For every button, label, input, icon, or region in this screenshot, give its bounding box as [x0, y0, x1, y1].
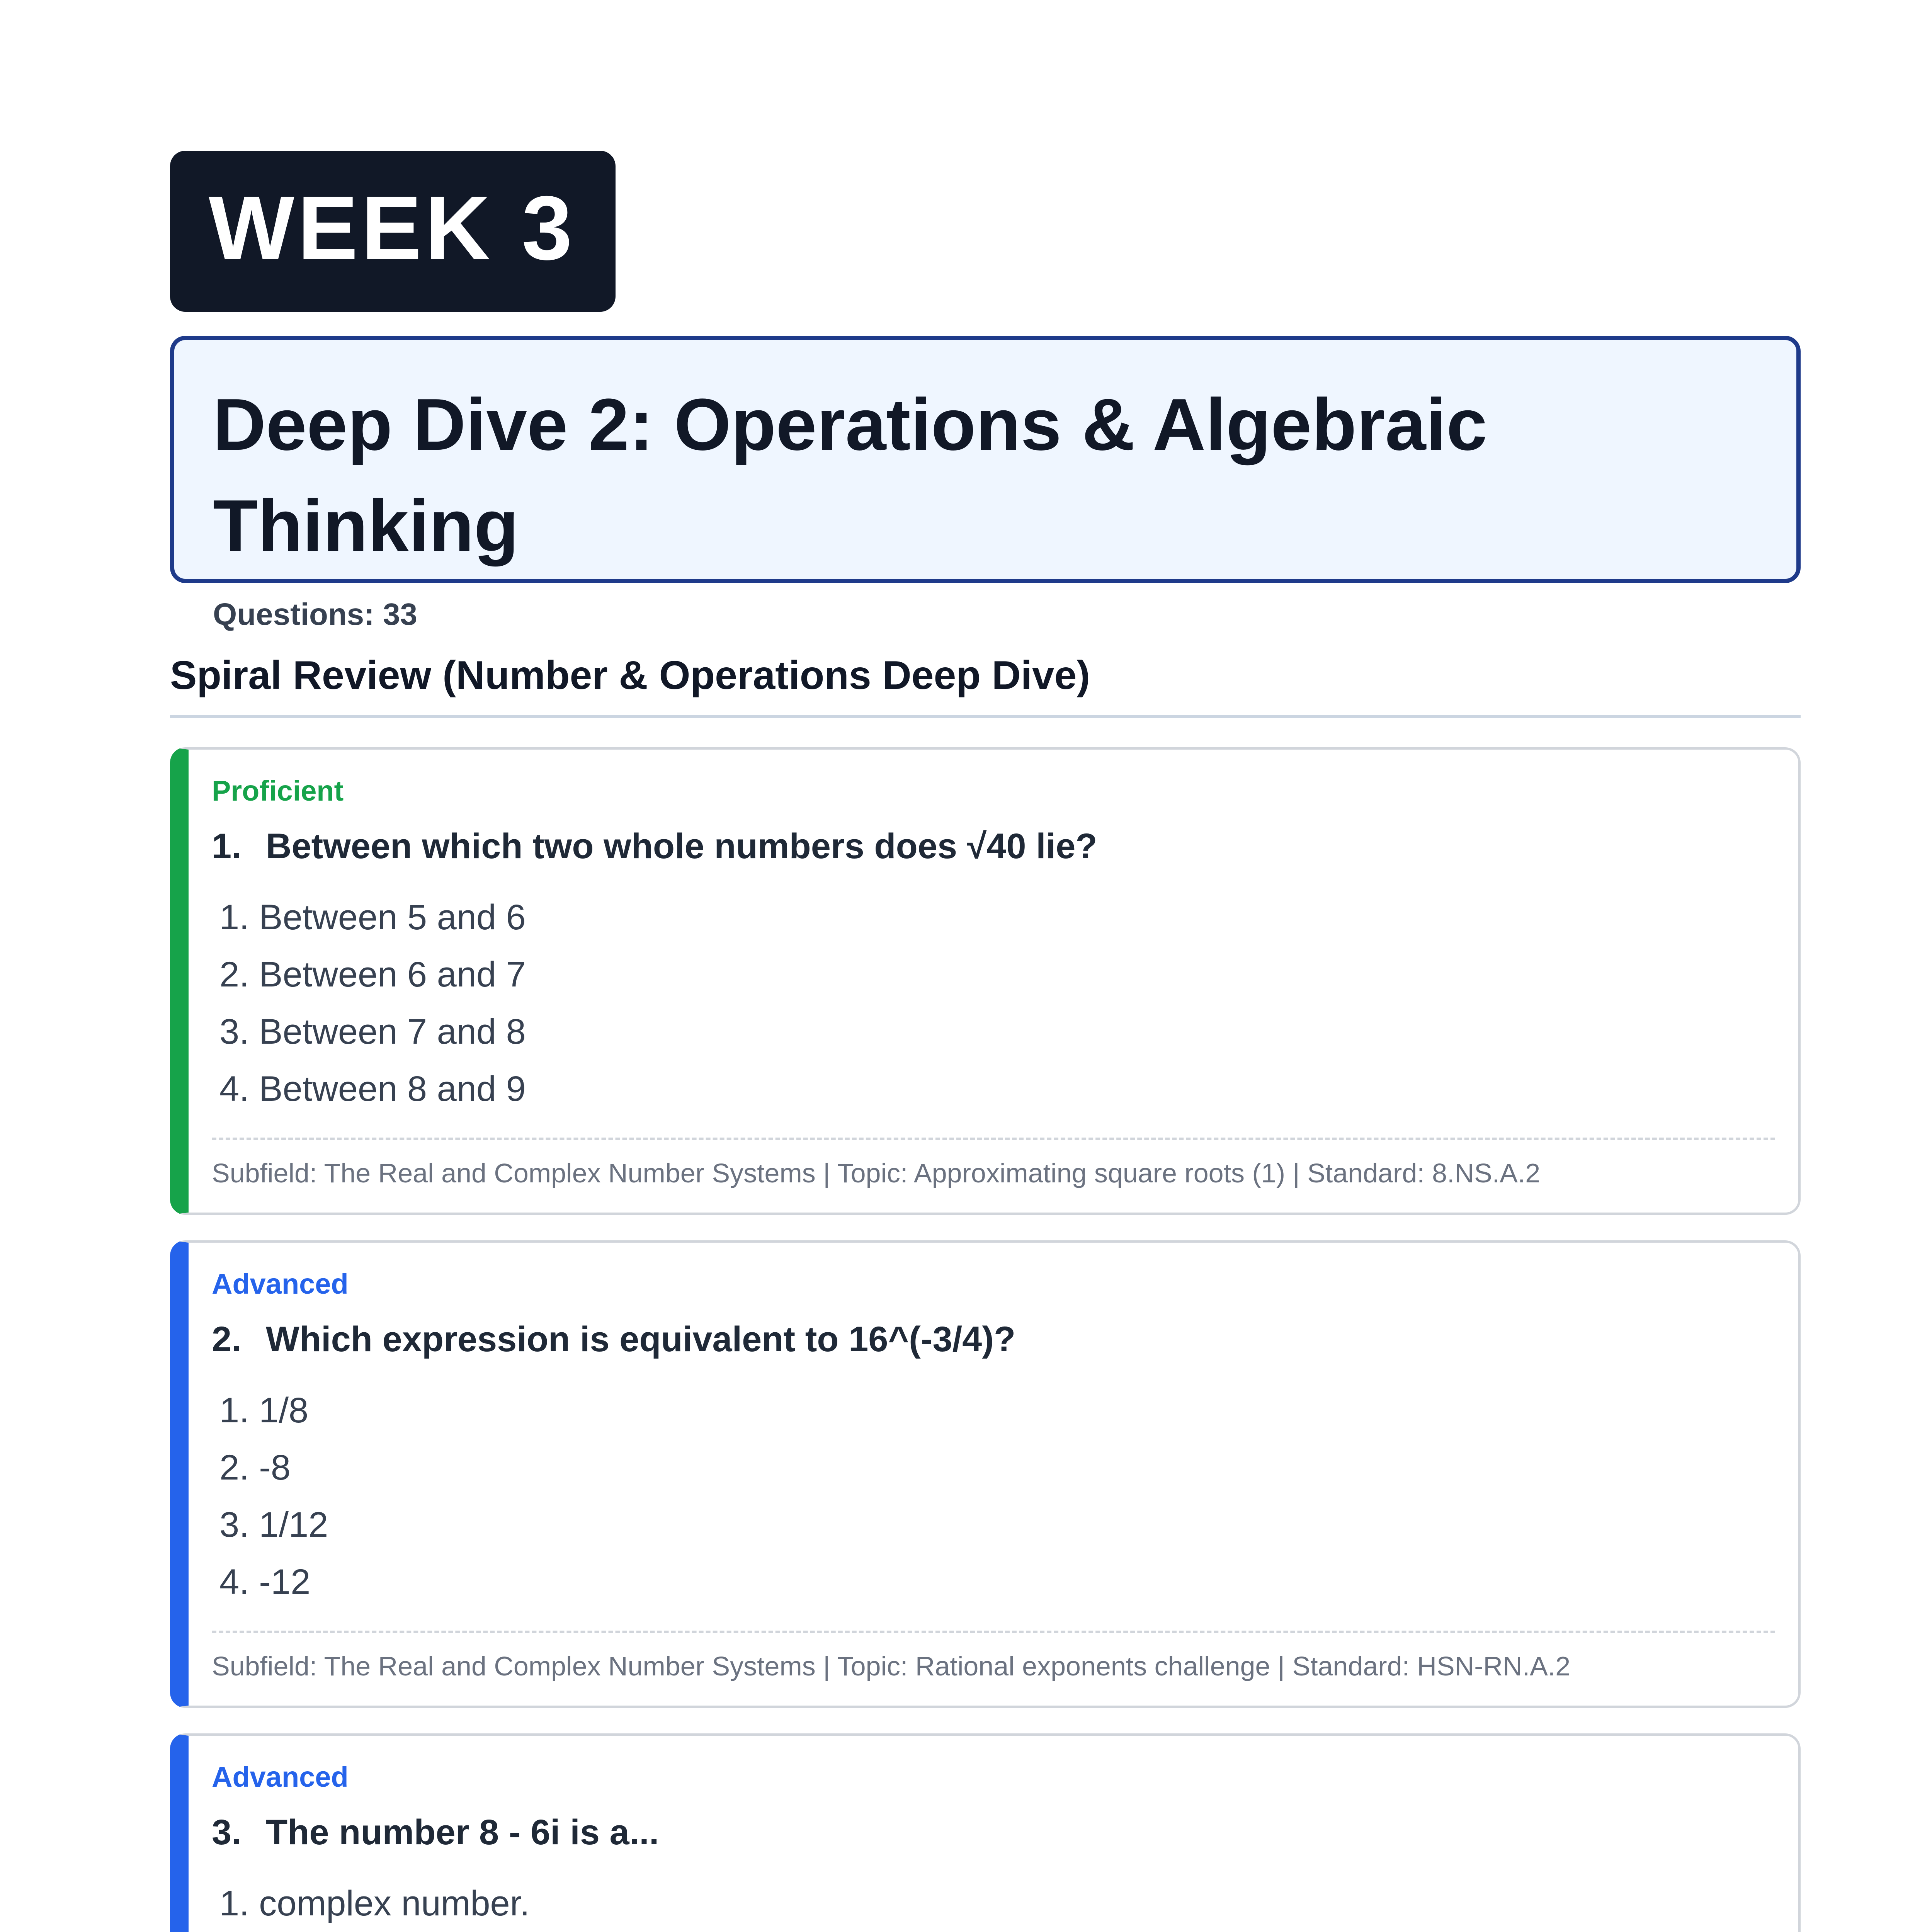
question-prompt: The number 8 - 6i is a...	[266, 1813, 659, 1852]
questions-count: Questions: 33	[213, 597, 418, 631]
worksheet-page	[170, 151, 1801, 1932]
title-box	[170, 336, 1801, 631]
question-card	[170, 1240, 1801, 1708]
section-heading: Spiral Review (Number & Operations Deep Dive)	[170, 653, 1801, 718]
week-badge: WEEK 3	[170, 151, 616, 312]
question-text	[212, 1321, 1775, 1357]
answer-options	[212, 889, 1775, 1117]
answer-option: 3. Between 7 and 8	[219, 1012, 526, 1051]
question-text	[212, 1815, 1775, 1850]
level-label: Proficient	[212, 775, 344, 807]
question-number: 1.	[212, 827, 242, 866]
answer-option: 1. complex number.	[219, 1884, 530, 1923]
answer-options	[212, 1875, 1775, 1932]
answer-options	[212, 1382, 1775, 1611]
answer-option: 2. -8	[219, 1448, 291, 1487]
question-card	[170, 747, 1801, 1215]
level-label: Advanced	[212, 1761, 349, 1793]
question-prompt: Between which two whole numbers does √40 lie?	[266, 827, 1097, 866]
question-card	[170, 1733, 1801, 1932]
question-meta: Subfield: The Real and Complex Number Systems | Topic: Approximating square roots (1) | Standard: 8.NS.A.2	[212, 1138, 1775, 1189]
answer-option: 1. Between 5 and 6	[219, 898, 526, 937]
question-text	[212, 828, 1775, 864]
answer-option: 4. -12	[219, 1562, 311, 1602]
question-meta: Subfield: The Real and Complex Number Systems | Topic: Rational exponents challenge | Standard: HSN-RN.A.2	[212, 1631, 1775, 1682]
question-number: 3.	[212, 1813, 242, 1852]
answer-option: 1. 1/8	[219, 1391, 309, 1430]
answer-option: 4. Between 8 and 9	[219, 1069, 526, 1109]
question-number: 2.	[212, 1320, 242, 1359]
question-prompt: Which expression is equivalent to 16^(-3/4)?	[266, 1320, 1016, 1359]
answer-option: 3. 1/12	[219, 1505, 328, 1544]
answer-option: 2. Between 6 and 7	[219, 955, 526, 994]
page-title: Deep Dive 2: Operations & Algebraic Thinking	[213, 384, 1487, 567]
level-label: Advanced	[212, 1268, 349, 1300]
